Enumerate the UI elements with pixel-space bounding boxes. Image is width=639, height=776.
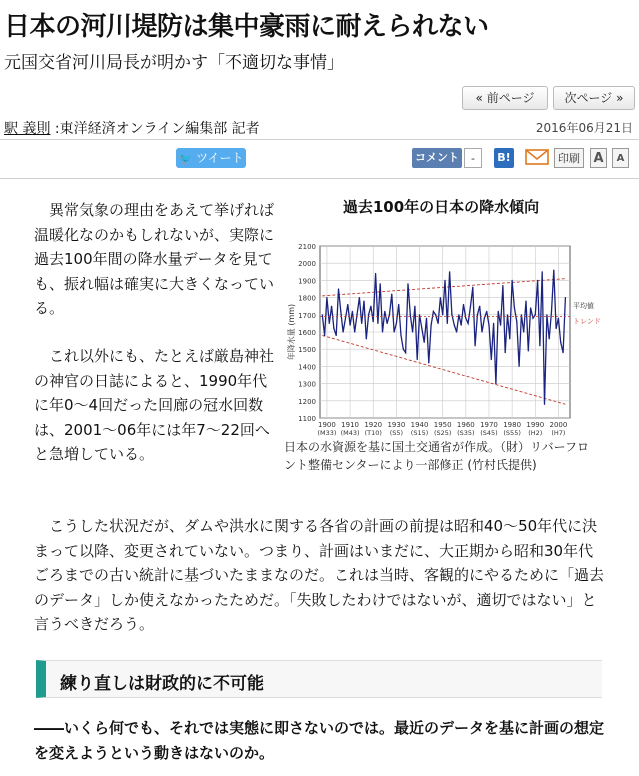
data-point bbox=[470, 306, 471, 307]
data-point bbox=[433, 311, 434, 312]
y-tick-label: 1800 bbox=[298, 294, 316, 303]
comment-button[interactable]: コメント bbox=[412, 148, 462, 168]
data-point bbox=[400, 335, 401, 336]
data-point bbox=[403, 349, 404, 350]
byline-divider bbox=[0, 139, 639, 140]
data-point bbox=[528, 350, 529, 351]
y-tick-label: 1500 bbox=[298, 346, 316, 355]
data-point bbox=[382, 331, 383, 332]
font-small-button[interactable]: A bbox=[612, 148, 629, 168]
data-point bbox=[518, 366, 519, 367]
data-point bbox=[491, 359, 492, 360]
data-point bbox=[414, 306, 415, 307]
data-point bbox=[340, 311, 341, 312]
data-point bbox=[407, 283, 408, 284]
author-affiliation: :東洋経済オンライン編集部 記者 bbox=[50, 121, 260, 137]
paragraph-2: これ以外にも、たとえば厳島神社の神官の日誌によると、1990年代に年0～4回だった回廊の冠水回数は、2001～06年には年7～22回へと急増している。 bbox=[34, 347, 275, 463]
data-point bbox=[435, 314, 436, 315]
data-point bbox=[530, 307, 531, 308]
y-tick-label: 1300 bbox=[298, 380, 316, 389]
data-point bbox=[370, 306, 371, 307]
x-tick-era-label: (S15) bbox=[410, 429, 429, 436]
y-tick-label: 1600 bbox=[298, 329, 316, 337]
data-point bbox=[477, 314, 478, 315]
x-tick-label: 1920 bbox=[364, 421, 383, 429]
data-point bbox=[454, 325, 455, 326]
data-point bbox=[546, 314, 547, 315]
data-point bbox=[474, 345, 475, 346]
data-point bbox=[498, 311, 499, 312]
data-point bbox=[393, 331, 394, 332]
y-tick-label: 1900 bbox=[298, 277, 316, 286]
x-tick-era-label: (M33) bbox=[317, 429, 337, 436]
data-point bbox=[426, 318, 427, 319]
next-page-button[interactable]: 次ページ » bbox=[553, 86, 635, 110]
y-tick-label: 1200 bbox=[298, 397, 316, 406]
data-point bbox=[336, 335, 337, 336]
data-point bbox=[556, 328, 557, 329]
data-point bbox=[537, 280, 538, 281]
data-point bbox=[465, 318, 466, 319]
data-point bbox=[562, 352, 563, 353]
data-point bbox=[387, 323, 388, 324]
data-point bbox=[428, 362, 429, 363]
data-point bbox=[377, 323, 378, 324]
data-point bbox=[521, 314, 522, 315]
figure-title: 過去100年の日本の降水傾向 bbox=[342, 198, 540, 216]
data-point bbox=[440, 297, 441, 298]
precipitation-chart bbox=[280, 236, 606, 436]
data-point bbox=[354, 331, 355, 332]
envelope-icon bbox=[525, 148, 549, 166]
data-point bbox=[405, 352, 406, 353]
data-point bbox=[509, 338, 510, 339]
legend-mean-label: 平均値 bbox=[573, 301, 594, 310]
data-point bbox=[343, 331, 344, 332]
article-subtitle: 元国交省河川局長が明かす「不適切な事情」 bbox=[4, 53, 344, 73]
data-point bbox=[375, 273, 376, 274]
data-point bbox=[484, 318, 485, 319]
data-point bbox=[461, 325, 462, 326]
data-point bbox=[500, 325, 501, 326]
data-point bbox=[495, 383, 496, 384]
article-title: 日本の河川堤防は集中豪雨に耐えられない bbox=[4, 12, 489, 42]
data-point bbox=[333, 328, 334, 329]
data-point bbox=[324, 335, 325, 336]
data-point bbox=[542, 271, 543, 272]
data-point bbox=[479, 306, 480, 307]
y-tick-label: 2100 bbox=[298, 243, 316, 251]
data-point bbox=[532, 318, 533, 319]
prev-page-button[interactable]: « 前ページ bbox=[462, 86, 548, 110]
data-point bbox=[359, 297, 360, 298]
y-tick-label: 2000 bbox=[298, 260, 316, 269]
data-point bbox=[463, 304, 464, 305]
data-point bbox=[345, 318, 346, 319]
data-point bbox=[553, 269, 554, 270]
data-point bbox=[391, 294, 392, 295]
x-tick-era-label: (S35) bbox=[457, 429, 475, 436]
data-point bbox=[523, 331, 524, 332]
mail-share-button[interactable] bbox=[524, 148, 550, 168]
data-point bbox=[493, 323, 494, 324]
data-point bbox=[352, 311, 353, 312]
data-point bbox=[444, 280, 445, 281]
byline bbox=[4, 118, 260, 138]
data-point bbox=[514, 307, 515, 308]
legend-trend-label: トレンド bbox=[573, 317, 601, 326]
data-point bbox=[396, 323, 397, 324]
data-point bbox=[525, 300, 526, 301]
y-tick-label: 1100 bbox=[298, 415, 316, 423]
data-point bbox=[512, 280, 513, 281]
data-point bbox=[565, 297, 566, 298]
x-tick-label: 1900 bbox=[318, 421, 336, 429]
interview-question: ――いくら何でも、それでは実態に即さないのでは。最近のデータを基に計画の想定を変えようという動きはないのか。 bbox=[34, 719, 605, 762]
font-large-button[interactable]: A bbox=[590, 148, 607, 168]
tweet-label: ツイート bbox=[196, 151, 244, 165]
data-point bbox=[431, 325, 432, 326]
data-point bbox=[507, 314, 508, 315]
data-point bbox=[486, 311, 487, 312]
data-point bbox=[398, 304, 399, 305]
data-point bbox=[373, 321, 374, 322]
x-tick-label: 1990 bbox=[526, 421, 545, 429]
y-tick-label: 1400 bbox=[298, 363, 316, 372]
x-tick-era-label: (M43) bbox=[340, 429, 360, 436]
x-tick-label: 1950 bbox=[433, 421, 452, 429]
x-tick-label: 1980 bbox=[503, 421, 522, 429]
data-point bbox=[472, 287, 473, 288]
x-tick-era-label: (T10) bbox=[364, 429, 382, 436]
section-heading-text: 練り直しは財政的に不可能 bbox=[60, 674, 264, 694]
data-point bbox=[502, 285, 503, 286]
paragraph-1: 異常気象の理由をあえて挙げれば温暖化なのかもしれないが、実際に過去100年間の降水量データを見ても、振れ幅は確実に大きくなっている。 bbox=[34, 201, 275, 317]
twitter-bird-icon: 🐦 bbox=[178, 152, 193, 165]
x-tick-era-label: (H7) bbox=[551, 429, 566, 436]
data-point bbox=[331, 306, 332, 307]
share-divider bbox=[0, 178, 639, 179]
print-button[interactable]: 印刷 bbox=[554, 148, 584, 168]
data-point bbox=[516, 321, 517, 322]
data-point bbox=[560, 342, 561, 343]
data-point bbox=[347, 304, 348, 305]
data-point bbox=[481, 331, 482, 332]
hatena-bookmark-button[interactable]: B! bbox=[494, 148, 514, 168]
data-point bbox=[468, 323, 469, 324]
data-point bbox=[326, 297, 327, 298]
data-point bbox=[488, 325, 489, 326]
y-axis-label: 年降水量 (mm) bbox=[287, 303, 296, 361]
data-point bbox=[535, 314, 536, 315]
data-point bbox=[458, 314, 459, 315]
x-tick-label: 1960 bbox=[456, 421, 475, 429]
data-point bbox=[549, 338, 550, 339]
data-point bbox=[419, 314, 420, 315]
x-tick-label: 1910 bbox=[341, 421, 360, 429]
data-point bbox=[539, 345, 540, 346]
data-point bbox=[384, 311, 385, 312]
data-point bbox=[558, 318, 559, 319]
x-tick-label: 1970 bbox=[480, 421, 498, 429]
x-tick-label: 1930 bbox=[387, 421, 406, 429]
data-point bbox=[412, 331, 413, 332]
data-point bbox=[366, 338, 367, 339]
data-point bbox=[437, 323, 438, 324]
data-point bbox=[551, 311, 552, 312]
data-point bbox=[380, 283, 381, 284]
x-tick-era-label: (S45) bbox=[480, 429, 498, 436]
data-point bbox=[421, 328, 422, 329]
data-point bbox=[361, 323, 362, 324]
x-tick-era-label: (S55) bbox=[503, 429, 521, 436]
data-point bbox=[544, 404, 545, 405]
data-point bbox=[505, 352, 506, 353]
data-point bbox=[410, 314, 411, 315]
data-point bbox=[456, 331, 457, 332]
data-point bbox=[447, 323, 448, 324]
paragraph-3: こうした状況だが、ダムや洪水に関する各省の計画の前提は昭和40～50年代に決まって以降、変更されていない。つまり、計画はいまだに、大正期から昭和30年代ごろまでの古い統計に基づいたままなのだ。これは当時、客観的にやるために「過去のデータ」しか使えなかったためだ。「失敗したわけではないが、適切ではない」と言うべきだろう。 bbox=[34, 517, 605, 633]
data-point bbox=[442, 314, 443, 315]
data-point bbox=[338, 288, 339, 289]
x-tick-label: 1940 bbox=[410, 421, 429, 429]
data-point bbox=[451, 314, 452, 315]
data-point bbox=[424, 342, 425, 343]
data-point bbox=[417, 359, 418, 360]
section-heading bbox=[36, 660, 602, 698]
data-point bbox=[368, 314, 369, 315]
figure-caption: 日本の水資源を基に国土交通省が作成。（財）リバーフロント整備センターにより一部修正 (竹村氏提供) bbox=[284, 440, 590, 472]
data-point bbox=[449, 271, 450, 272]
publish-date: 2016年06月21日 bbox=[535, 121, 633, 135]
data-point bbox=[329, 323, 330, 324]
data-point bbox=[363, 300, 364, 301]
tweet-button[interactable] bbox=[176, 148, 246, 168]
x-tick-era-label: (S5) bbox=[389, 429, 404, 436]
comment-count: - bbox=[464, 148, 482, 168]
x-tick-era-label: (S25) bbox=[433, 429, 452, 436]
x-tick-label: 2000 bbox=[549, 421, 568, 429]
author-link[interactable]: 駅 義則 bbox=[4, 121, 51, 137]
data-point bbox=[389, 314, 390, 315]
data-point bbox=[356, 314, 357, 315]
y-tick-label: 1700 bbox=[298, 311, 316, 320]
data-point bbox=[349, 325, 350, 326]
data-point bbox=[322, 314, 323, 315]
x-tick-era-label: (H2) bbox=[528, 429, 543, 436]
